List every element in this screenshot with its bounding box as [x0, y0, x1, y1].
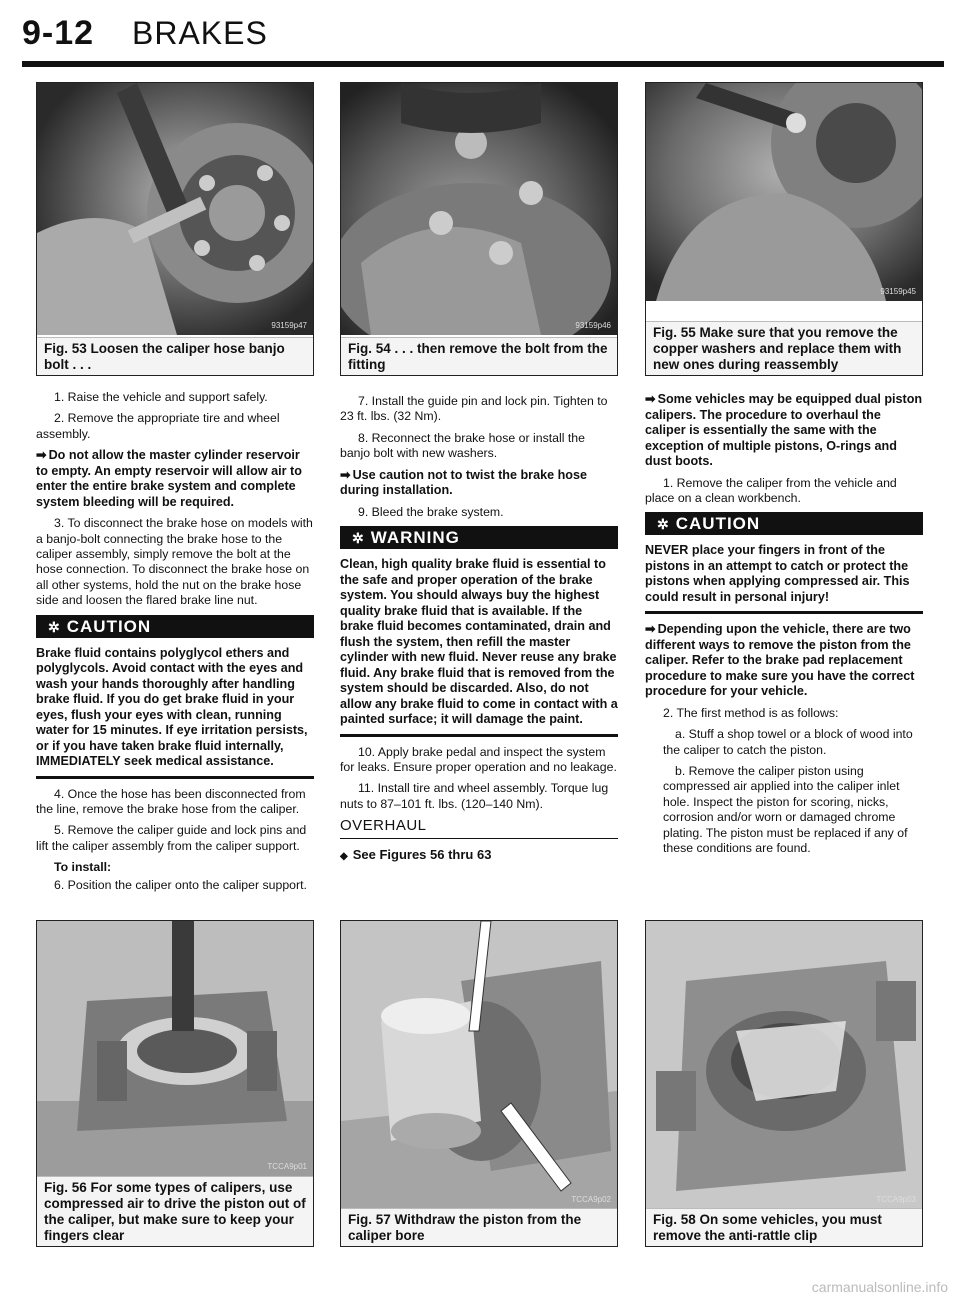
caution-body-1: Brake fluid contains polyglycol ethers and polyglycols. Avoid contact with the eyes and wash your hands thoroughly after handling brake fluid. If you do get brake fluid in your eyes, flush your eyes with clean, running water for 15 minutes. If eye irritation persists, or if you have taken brake fluid internally, IMMEDIATELY seek medical assistance. [36, 645, 308, 769]
page-header [22, 14, 942, 64]
page-number: 9-12 [22, 14, 95, 52]
note-dual-piston-text: Some vehicles may be equipped dual piston calipers. The procedure to overhaul the caliper is essentially the same with the exception of multiple pistons, O-rings and dust boots. [645, 392, 923, 468]
step-2: 2. Remove the appropriate tire and wheel assembly. [36, 411, 280, 441]
figure-53-code: 93159p47 [271, 321, 307, 330]
warning-end-rule [340, 734, 618, 737]
figure-54 [340, 82, 618, 376]
note-reservoir-text: Do not allow the master cylinder reservoir to empty. An empty reservoir will allow air to enter the entire brake system and complete system bleeding will be required. [36, 448, 302, 509]
step-3: 3. To disconnect the brake hose on models with a banjo-bolt connecting the brake hose to the caliper assembly, simply remove the bolt at the hose connection. To disconnect the brake hose on all other systems, hold the nut on the brake hose side and loosen the flared brake line nut. [36, 516, 313, 608]
caution-banner-1 [36, 615, 314, 638]
header-rule [22, 61, 944, 67]
step-1: 1. Raise the vehicle and support safely. [54, 390, 268, 404]
caution-end-rule-2 [645, 611, 923, 614]
warning-title: WARNING [370, 528, 460, 548]
figure-55 [645, 82, 923, 376]
caution-title-2: CAUTION [675, 514, 761, 534]
caution-title-1: CAUTION [66, 616, 152, 636]
step-6: 6. Position the caliper onto the caliper support. [54, 877, 307, 892]
caution-banner-2 [645, 512, 923, 535]
caution-star-icon: ✲ [48, 618, 61, 635]
figure-54-code: 93159p46 [575, 321, 611, 330]
figure-56-code: TCCA9p01 [267, 1162, 307, 1171]
see-figures-text: See Figures 56 thru 63 [352, 847, 492, 863]
overhaul-step-2a: a. Stuff a shop towel or a block of wood into the caliper to catch the piston. [663, 727, 913, 757]
figure-57 [340, 920, 618, 1247]
figure-58-photo [646, 921, 922, 1209]
install-label: To install: [54, 860, 112, 875]
figure-57-photo [341, 921, 617, 1209]
watermark: carmanualsonline.info [811, 1279, 948, 1295]
warning-banner [340, 526, 618, 549]
note-reservoir [36, 448, 314, 510]
step-5: 5. Remove the caliper guide and lock pins and lift the caliper assembly from the caliper support. [36, 823, 307, 853]
overhaul-rule [340, 838, 618, 840]
note-arrow-icon: ➡ [340, 467, 351, 482]
note-arrow-icon: ➡ [36, 448, 47, 463]
column-1 [36, 390, 314, 899]
warning-star-icon: ✲ [352, 530, 365, 547]
figure-53-photo [37, 83, 313, 335]
figure-53 [36, 82, 314, 376]
figure-57-caption: Fig. 57 Withdraw the piston from the caliper bore [341, 1208, 617, 1246]
step-9: 9. Bleed the brake system. [358, 504, 504, 519]
figure-53-caption: Fig. 53 Loosen the caliper hose banjo bolt . . . [37, 337, 313, 375]
overhaul-step-1: 1. Remove the caliper from the vehicle and place on a clean workbench. [645, 475, 897, 505]
step-8: 8. Reconnect the brake hose or install the banjo bolt with new washers. [340, 430, 585, 461]
note-twist [340, 468, 618, 499]
section-title: BRAKES [132, 15, 268, 51]
overhaul-step-2b: b. Remove the caliper piston using compressed air applied into the caliper inlet hole. Inspect the piston for scoring, nicks, corrosion and/or worn or damaged chrome plating. The piston must be replaced if any of these conditions are found. [663, 764, 908, 856]
note-twist-text: Use caution not to twist the brake hose during installation. [340, 467, 587, 498]
caution-star-icon: ✲ [657, 516, 670, 533]
step-10: 10. Apply brake pedal and inspect the system for leaks. Ensure proper operation and no leakage. [340, 744, 617, 774]
figure-56-photo [37, 921, 313, 1176]
section-heading-overhaul: OVERHAUL [340, 817, 427, 835]
figure-55-caption: Fig. 55 Make sure that you remove the copper washers and replace them with new ones during reassembly [646, 321, 922, 375]
see-figures [340, 847, 618, 864]
figure-58-code: TCCA9p03 [876, 1195, 916, 1204]
step-11: 11. Install tire and wheel assembly. Torque lug nuts to 87–101 ft. lbs. (120–140 Nm). [340, 781, 609, 811]
figure-54-photo [341, 83, 617, 335]
note-depending-text: Depending upon the vehicle, there are two different ways to remove the piston from the caliper. Refer to the brake pad replacement procedure to make sure you have the correct procedure for your vehicle. [645, 622, 915, 699]
figure-55-code: 93159p45 [880, 287, 916, 296]
figure-56 [36, 920, 314, 1247]
figure-55-photo [646, 83, 922, 301]
overhaul-step-2: 2. The first method is as follows: [663, 705, 839, 720]
column-2 [340, 394, 618, 864]
caution-body-2: NEVER place your fingers in front of the pistons in an attempt to catch or protect the pistons when applying compressed air. This could result in personal injury! [645, 543, 910, 604]
note-depending [645, 622, 923, 700]
step-7: 7. Install the guide pin and lock pin. Tighten to 23 ft. lbs. (32 Nm). [340, 394, 608, 424]
figure-57-code: TCCA9p02 [571, 1195, 611, 1204]
figure-58-caption: Fig. 58 On some vehicles, you must remove the anti-rattle clip [646, 1208, 922, 1246]
note-arrow-icon: ➡ [645, 622, 656, 637]
caution-end-rule-1 [36, 776, 314, 779]
warning-body: Clean, high quality brake fluid is essential to the safe and proper operation of the brake system. You should always buy the highest quality brake fluid that is available. If the brake fluid becomes contaminated, drain and flush the system, then refill the master cylinder with new fluid. Never reuse any brake fluid. Any brake fluid that is removed from the system should be discarded. Also, do not allow any brake fluid to come in contact with a painted surface; it will damage the paint. [340, 557, 618, 727]
note-arrow-icon: ➡ [645, 392, 656, 406]
note-dual-piston [645, 392, 923, 470]
diamond-bullet-icon: ◆ [340, 851, 348, 863]
figure-58 [645, 920, 923, 1247]
column-3 [645, 392, 923, 862]
step-4: 4. Once the hose has been disconnected from the line, remove the brake hose from the caliper. [36, 786, 306, 817]
figure-56-caption: Fig. 56 For some types of calipers, use compressed air to drive the piston out of the caliper, but make sure to keep your fingers clear [37, 1176, 313, 1246]
figure-54-caption: Fig. 54 . . . then remove the bolt from the fitting [341, 337, 617, 375]
